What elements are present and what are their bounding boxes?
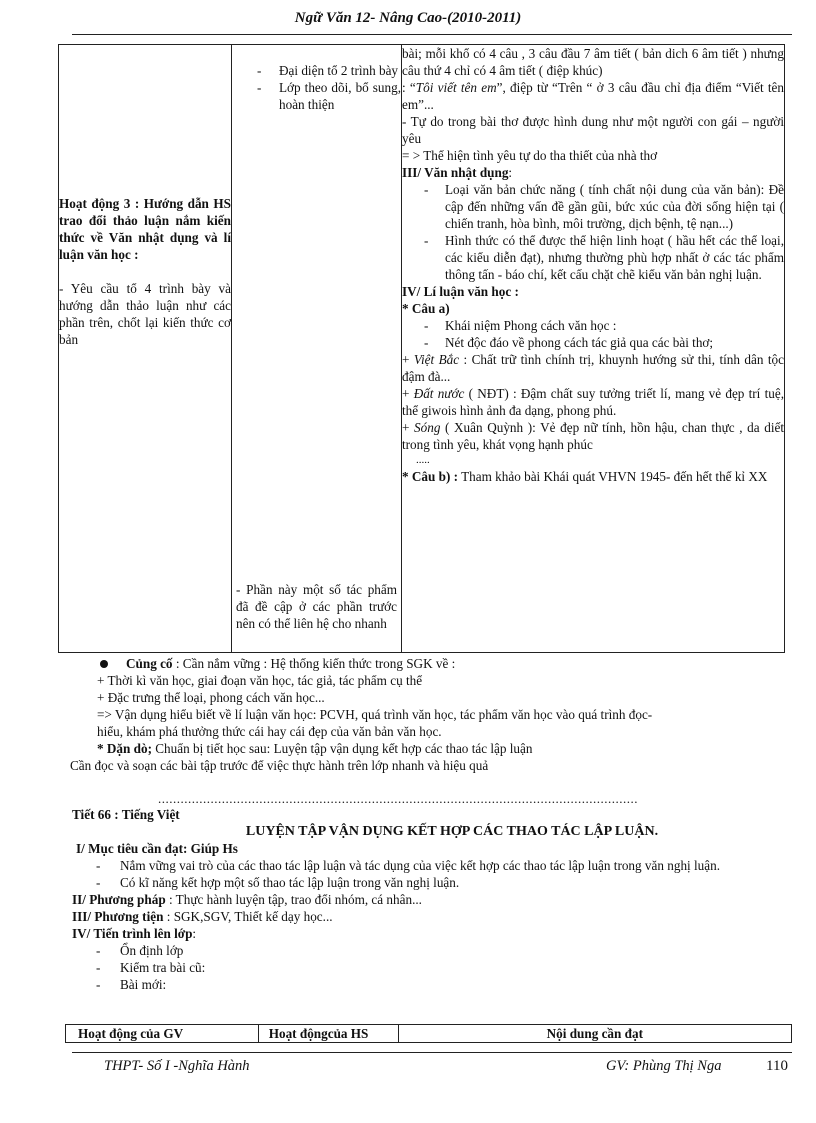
- section-4-heading: IV/ Lí luận văn học :: [402, 284, 519, 299]
- goals-heading: I/ Mục tiêu cần đạt: Giúp Hs: [76, 841, 238, 856]
- bullet-icon: [100, 660, 108, 668]
- list-item: - Khái niệm Phong cách văn học :: [424, 317, 784, 334]
- ellipsis: .....: [416, 454, 430, 466]
- list-item: - Loại văn bản chức năng ( tính chất nội dung của văn bản): Đề cập đến những vấn đề gần gũi, bức xúc của đời sống hiện tại ( chiến tranh, hòa bình, môi trường, dịch bệnh, tệ nạn...): [424, 181, 784, 232]
- question-a-list: [402, 317, 784, 351]
- procedure-label: IV/ Tiến trình lên lớp: [72, 926, 193, 941]
- work-title: Sóng: [414, 420, 441, 435]
- page-header-title: Ngữ Văn 12- Nâng Cao-(2010-2011): [294, 10, 522, 26]
- text-span: :: [508, 165, 513, 180]
- work-title: Việt Bắc: [413, 352, 460, 367]
- text-span: Chuẩn bị tiết học sau: Luyện tập vận dụng kết hợp các thao tác lập luận: [151, 741, 533, 756]
- question-b-label: * Câu b) :: [402, 469, 459, 484]
- header-content: Nội dung cần đạt: [398, 1025, 791, 1043]
- work-title: Đất nước: [413, 386, 465, 401]
- text-span: Tham khảo bài Khái quát VHVN 1945- đến hết thế kỉ XX: [458, 469, 768, 484]
- content-cell: [402, 45, 785, 653]
- lesson-activity-table: [58, 44, 785, 653]
- text-span: : Cần nắm vững : Hệ thống kiến thức trong SGK về :: [172, 656, 456, 671]
- list-item: - Hình thức có thể được thể hiện linh hoạt ( hầu hết các thể loại, các kiểu diễn đạt), nhưng thường phù hợp nhất ở các tác phẩm thông tấn - báo chí, kết cấu chặt chẽ kiểu văn bản nghị luận.: [424, 232, 784, 283]
- consolidation-item: + Thời kì văn học, giai đoạn văn học, tác giả, tác phẩm cụ thể: [97, 673, 423, 688]
- student-activity-cell: [232, 45, 402, 653]
- method-line: [72, 891, 792, 908]
- section-3-title: III/ Văn nhật dụng: [402, 165, 509, 180]
- footer-school: THPT- Số I -Nghĩa Hành: [104, 1058, 250, 1074]
- student-activity-item: - Đại diện tổ 2 trình bày: [232, 62, 401, 79]
- homework-line: [72, 740, 792, 757]
- text-span: Bài mới:: [120, 977, 167, 992]
- means-line: [72, 908, 792, 925]
- section-divider: ................................................................................................................................: [158, 791, 638, 806]
- header-teacher-activity: Hoạt động của GV: [66, 1025, 259, 1043]
- conclusion-text: = > Thể hiện tình yêu tự do tha thiết của nhà thơ: [402, 148, 658, 163]
- text-span: Nắm vững vai trò của các thao tác lập luận và tác dụng của việc kết hợp các thao tác lập luận trong văn nghị luận.: [120, 858, 720, 873]
- procedure-step: - Ổn định lớp: [96, 943, 184, 958]
- footer-rule: [72, 1052, 792, 1053]
- header-rule: [72, 34, 792, 35]
- teacher-activity-cell: [59, 45, 232, 653]
- period-title: Tiết 66 : Tiếng Việt: [72, 807, 180, 822]
- activity-3-heading: Hoạt động 3 : Hướng dẫn HS trao đổi thảo luận nắm kiến thức về Văn nhật dụng và lí luận văn học :: [59, 196, 231, 262]
- homework-label: * Dặn dò;: [97, 741, 152, 756]
- goal-item: - Có kĩ năng kết hợp một số thao tác lập luận trong văn nghị luận.: [96, 875, 460, 890]
- section-3-heading: [402, 164, 784, 181]
- poem-title: Tôi viết tên em: [415, 80, 497, 95]
- homework-note: Cần đọc và soạn các bài tập trước để việc thực hành trên lớp nhanh và hiệu quả: [70, 758, 489, 773]
- consolidation-label: Củng cố: [126, 656, 173, 671]
- consolidation-item: hiểu, khám phá thưởng thức cái hay cái đẹp của văn bản văn học.: [97, 724, 442, 739]
- work-dat-nuoc: + Đất nước ( NĐT) : Đậm chất suy tưởng triết lí, mang vẻ đẹp trí tuệ, thể giwois hình ảnh đa dạng, phong phú.: [402, 386, 784, 418]
- text-span: : “: [402, 80, 416, 95]
- activity-3-task: - Yêu cầu tổ 4 trình bày và hướng dẫn thảo luận như các phần trên, chốt lại kiến thức cơ bản: [59, 281, 231, 347]
- lesson-title: LUYỆN TẬP VẬN DỤNG KẾT HỢP CÁC THAO TÁC LẬP LUẬN.: [245, 824, 659, 839]
- lesson-66-section: [72, 806, 792, 993]
- goal-item: - Nắm vững vai trò của các thao tác lập luận và tác dụng của việc kết hợp các thao tác lập luận trong văn nghị luận.: [96, 858, 720, 873]
- text-span: Có kĩ năng kết hợp một số thao tác lập luận trong văn nghị luận.: [120, 875, 460, 890]
- work-viet-bac: + Việt Bắc : Chất trữ tình chính trị, khuynh hướng sử thi, tính dân tộc đậm đà...: [402, 352, 784, 384]
- student-note: - Phần này một số tác phẩm đã đề cập ở các phần trước nên có thể liên hệ cho nhanh: [236, 582, 397, 631]
- header-student-activity: Hoạt độngcủa HS: [258, 1025, 398, 1043]
- text-span: Ổn định lớp: [120, 943, 184, 958]
- work-song: + Sóng ( Xuân Quỳnh ): Vẻ đẹp nữ tính, hồn hậu, chan thực , da diết trong tình yêu, khát vọng hạnh phúc: [402, 420, 784, 452]
- method-label: II/ Phương pháp: [72, 892, 166, 907]
- procedure-step: - Bài mới:: [96, 977, 167, 992]
- section-3-list: [402, 181, 784, 283]
- page-number: 110: [766, 1058, 788, 1074]
- list-item: - Nét độc đáo về phong cách tác giả qua các bài thơ;: [424, 334, 784, 351]
- text-span: Kiểm tra bài cũ:: [120, 960, 206, 975]
- consolidation-section: [72, 655, 792, 774]
- consolidation-item: => Vận dụng hiểu biết về lí luận văn học: PCVH, quá trình văn học, tác phẩm văn học vào quá trình đọc-: [97, 707, 653, 722]
- student-activity-item: - Lớp theo dõi, bổ sung, hoàn thiện: [232, 79, 401, 113]
- poem-title-line: [402, 79, 784, 113]
- text-span: : SGK,SGV, Thiết kế dạy học...: [163, 909, 333, 924]
- consolidation-line: [72, 655, 792, 672]
- poem-structure-text: bài; mỗi khổ có 4 câu , 3 câu đầu 7 âm tiết ( bản dich 6 âm tiết ) nhưng câu thứ 4 chỉ có 4 âm tiết ( điệp khúc): [402, 46, 784, 78]
- text-span: : Chất trữ tình chính trị, khuynh hướng sử thi, tính dân tộc đậm đà...: [402, 352, 784, 384]
- activity-header-table: [65, 1024, 792, 1043]
- student-activity-list: [232, 62, 401, 113]
- text-span: ”, điệp từ “Trên “ ở 3 câu đầu chỉ địa điểm “Viết tên em”...: [402, 80, 784, 112]
- text-span: :: [192, 926, 197, 941]
- question-b: [402, 468, 784, 485]
- text-span: ( Xuân Quỳnh ): Vẻ đẹp nữ tính, hồn hậu, chan thực , da diết trong tình yêu, khát vọng hạnh phúc: [402, 420, 784, 452]
- consolidation-item: + Đặc trưng thể loại, phong cách văn học...: [97, 690, 325, 705]
- text-span: ( NĐT) : Đậm chất suy tưởng triết lí, mang vẻ đẹp trí tuệ, thể giwois hình ảnh đa dạng, phong phú.: [402, 386, 784, 418]
- text-span: : Thực hành luyện tập, trao đổi nhóm, cá nhân...: [165, 892, 422, 907]
- freedom-text: - Tự do trong bài thơ được hình dung như một người con gái – người yêu: [402, 114, 784, 146]
- procedure-step: - Kiểm tra bài cũ:: [96, 960, 206, 975]
- footer-teacher: GV: Phùng Thị Nga: [606, 1058, 722, 1074]
- procedure-heading: [72, 925, 792, 942]
- means-label: III/ Phương tiện: [72, 909, 164, 924]
- question-a-label: * Câu a): [402, 301, 450, 316]
